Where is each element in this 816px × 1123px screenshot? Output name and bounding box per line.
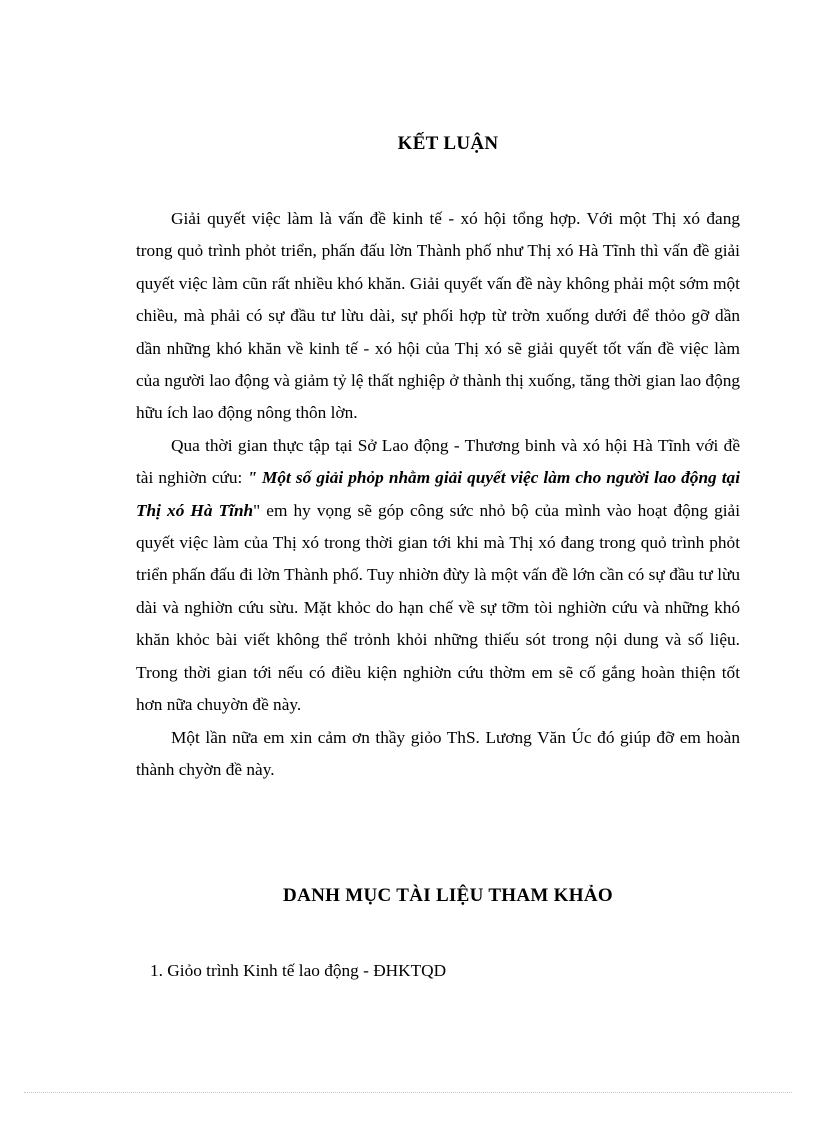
conclusion-body [136,203,740,786]
conclusion-paragraph-1: Giải quyết việc làm là vấn đề kinh tế - xó hội tổng hợp. Với một Thị xó đang trong quỏ trình phỏt triển, phấn đấu lờn Thành phố như Thị xó Hà Tĩnh thì vấn đề giải quyết việc làm cũn rất nhiều khó khăn. Giải quyết vấn đề này không phải một sớm một chiều, mà phải có sự đầu tư lừu dài, sự phối hợp từ trờn xuống dưới để thỏo gỡ dần dần những khó khăn về kinh tế - xó hội của Thị xó sẽ giải quyết tốt vấn đề việc làm của người lao động và giảm tỷ lệ thất nghiệp ở thành thị xuống, tăng thời gian lao động hữu ích lao động nông thôn lờn. [136,209,740,423]
paragraph-2-rest: " em hy vọng sẽ góp công sức nhỏ bộ của mình vào hoạt động giải quyết việc làm của Thị xó trong thời gian tới khi mà Thị xó đang trong quỏ trình phỏt triển phấn đấu đi lờn Thành phố. Tuy nhiờn đừy là một vấn đề lớn cần có sự đầu tư lừu dài và nghiờn cứu sừu. Mặt khỏc do hạn chế về sự tỡm tòi nghiờn cứu và những khó khăn khỏc bài viết không thể trỏnh khỏi những thiếu sót trong nội dung và số liệu. Trong thời gian tới nếu có điều kiện nghiờn cứu thờm em sẽ cố gắng hoàn thiện tốt hơn nữa chuyờn đề này. [136,500,741,715]
references-title: DANH MỤC TÀI LIỆU THAM KHẢO [283,885,613,906]
paragraph-2-intro: Qua thời gian thực tập tại Sở Lao động - Thương binh và xó hội Hà Tĩnh với đề tài nghiờn cứu: [136,435,740,488]
conclusion-paragraph-3: Một lần nữa em xin cảm ơn thầy giỏo ThS. Lương Văn Úc đó giúp đỡ em hoàn thành chyờn đề này. [136,727,740,779]
reference-item: 1. Giỏo trình Kinh tế lao động - ĐHKTQD [150,961,447,980]
footer-divider [24,1092,792,1093]
conclusion-title: KẾT LUẬN [397,133,499,154]
conclusion-paragraph-2 [136,430,740,722]
references-list [150,955,740,987]
thesis-topic-title: " Một số giải phỏp nhằm giải quyết việc làm cho người lao động tại Thị xó Hà Tĩnh [136,468,740,520]
